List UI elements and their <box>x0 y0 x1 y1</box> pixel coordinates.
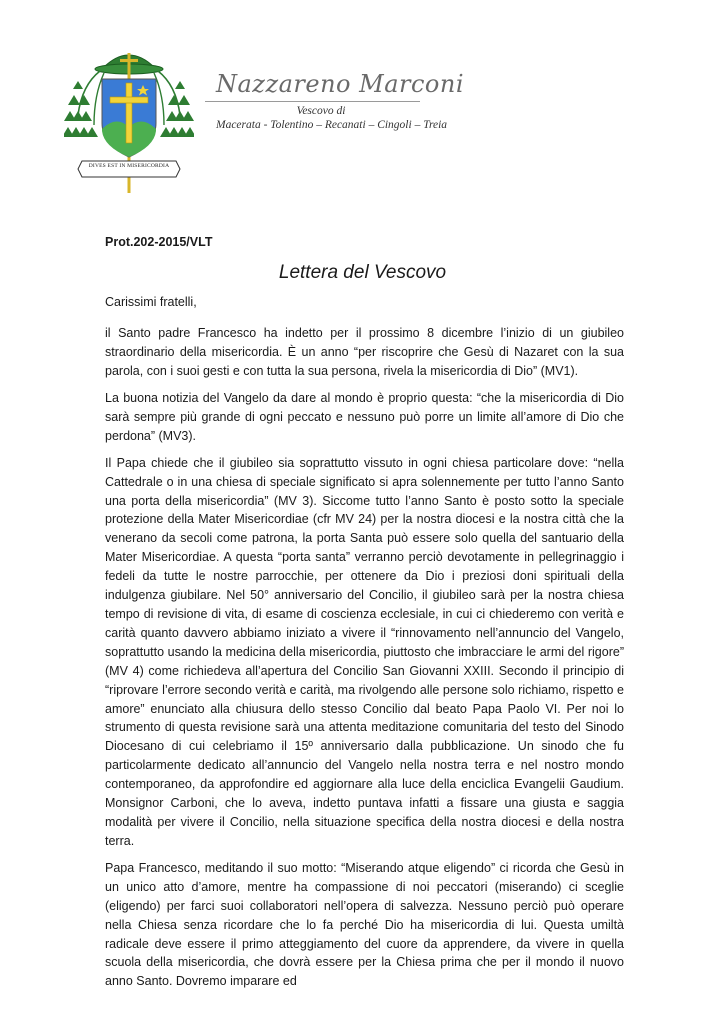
coat-of-arms-icon <box>64 45 194 195</box>
letter-body <box>105 293 624 999</box>
protocol-number: Prot.202-2015/VLT <box>105 235 213 249</box>
dioceses-list: Macerata - Tolentino – Recanati – Cingoli – Treia <box>216 119 448 131</box>
bishop-role: Vescovo di <box>296 105 346 117</box>
paragraph-4: Papa Francesco, meditando il suo motto: “Miserando atque eligendo” ci ricorda che Gesù in un unico atto d’amore, mentre ha compassione di noi peccatori (miserando) ci sceglie (eligendo) per farci suoi collaboratori nell’opera di salvezza. Nessuno perciò può operare nella Chiesa senza ricordare che lo fa perché Dio ha misericordia di lui. Questa umiltà radicale deve essere il primo atteggiamento del cuore da apprendere, da vivere in quella scuola della misericordia, che dovrà essere per la Chiesa prima che per il mondo il nuovo anno Santo. Dovremo imparare ed <box>105 860 624 989</box>
letter-title: Lettera del Vescovo <box>278 262 447 283</box>
paragraph-3: Il Papa chiede che il giubileo sia soprattutto vissuto in ogni chiesa particolare dove: “nella Cattedrale o in una chiesa di speciale significato si apra solennemente per tutto l’anno Santo una porta della misericordia” (MV 3). Siccome tutto l’anno Santo è posto sotto la speciale protezione della Mater Misericordiae (cfr MV 24) per la nostra diocesi e la nostra città che la venerano da secoli come patrona, la porta Santa può essere solo quella del santuario della Mater Misericordiae. A questa “porta santa” verranno perciò devotamente in pellegrinaggio i fedeli da tutte le nostre parrocchie, per ottenere da Dio i preziosi doni spirituali della indulgenza giubilare. Nel 50° anniversario del Concilio, il giubileo sarà per la nostra chiesa tempo di revisione di vita, di esame di coscienza ecclesiale, in cui ci chiederemo con verità e carità quanto davvero abbiamo iniziato a vivere il “rinnovamento nell’annuncio del Vangelo, soprattutto usando la medicina della misericordia, piuttosto che imbracciare le armi del rigore” (MV 4) come richiedeva all’apertura del Concilio San Giovanni XXIII. Secondo il principio di “riprovare l’errore secondo verità e carità, ma rivolgendo alle persone solo richiamo, rispetto e amore” enunciato alla chiusura dello stesso Concilio dal beato Papa Paolo VI. Per noi lo strumento di questa revisione sarà una attenta meditazione comunitaria del testo del Sinodo Diocesano di cui celebriamo il 15º anniversario dalla pubblicazione. Un sinodo che fu particolarmente dedicato all’annuncio del Vangelo nella nostra terra e nel nostro mondo contemporaneo, da approfondire ed aggiornare alla luce della enciclica Evangelii Gaudium. Monsignor Carboni, che lo aveva, indetto puntava infatti a fissare una giusta e saggia modalità per vivere il Concilio, nella situazione specifica della nostra diocesi e della nostra terra. <box>105 455 624 848</box>
motto-ribbon-text: DIVES EST IN MISERICORDIA <box>88 163 170 169</box>
greeting: Carissimi fratelli, <box>105 295 197 309</box>
signature-underline <box>205 101 420 102</box>
paragraph-1: il Santo padre Francesco ha indetto per il prossimo 8 dicembre l’inizio di un giubileo straordinario della misericordia. È un anno “per riscoprire che Gesù di Nazaret con la sua parola, con i suoi gesti e con tutta la sua persona, rivela la misericordia di Dio” (MV1). <box>105 325 624 378</box>
bishop-signature: Nazzareno Marconi <box>216 70 464 98</box>
coat-of-arms <box>64 45 194 195</box>
paragraph-2: La buona notizia del Vangelo da dare al mondo è proprio questa: “che la misericordia di Dio sarà sempre più grande di ogni peccato e nessuno può porre un limite all’amore di Dio che perdona” (MV3). <box>105 390 624 443</box>
